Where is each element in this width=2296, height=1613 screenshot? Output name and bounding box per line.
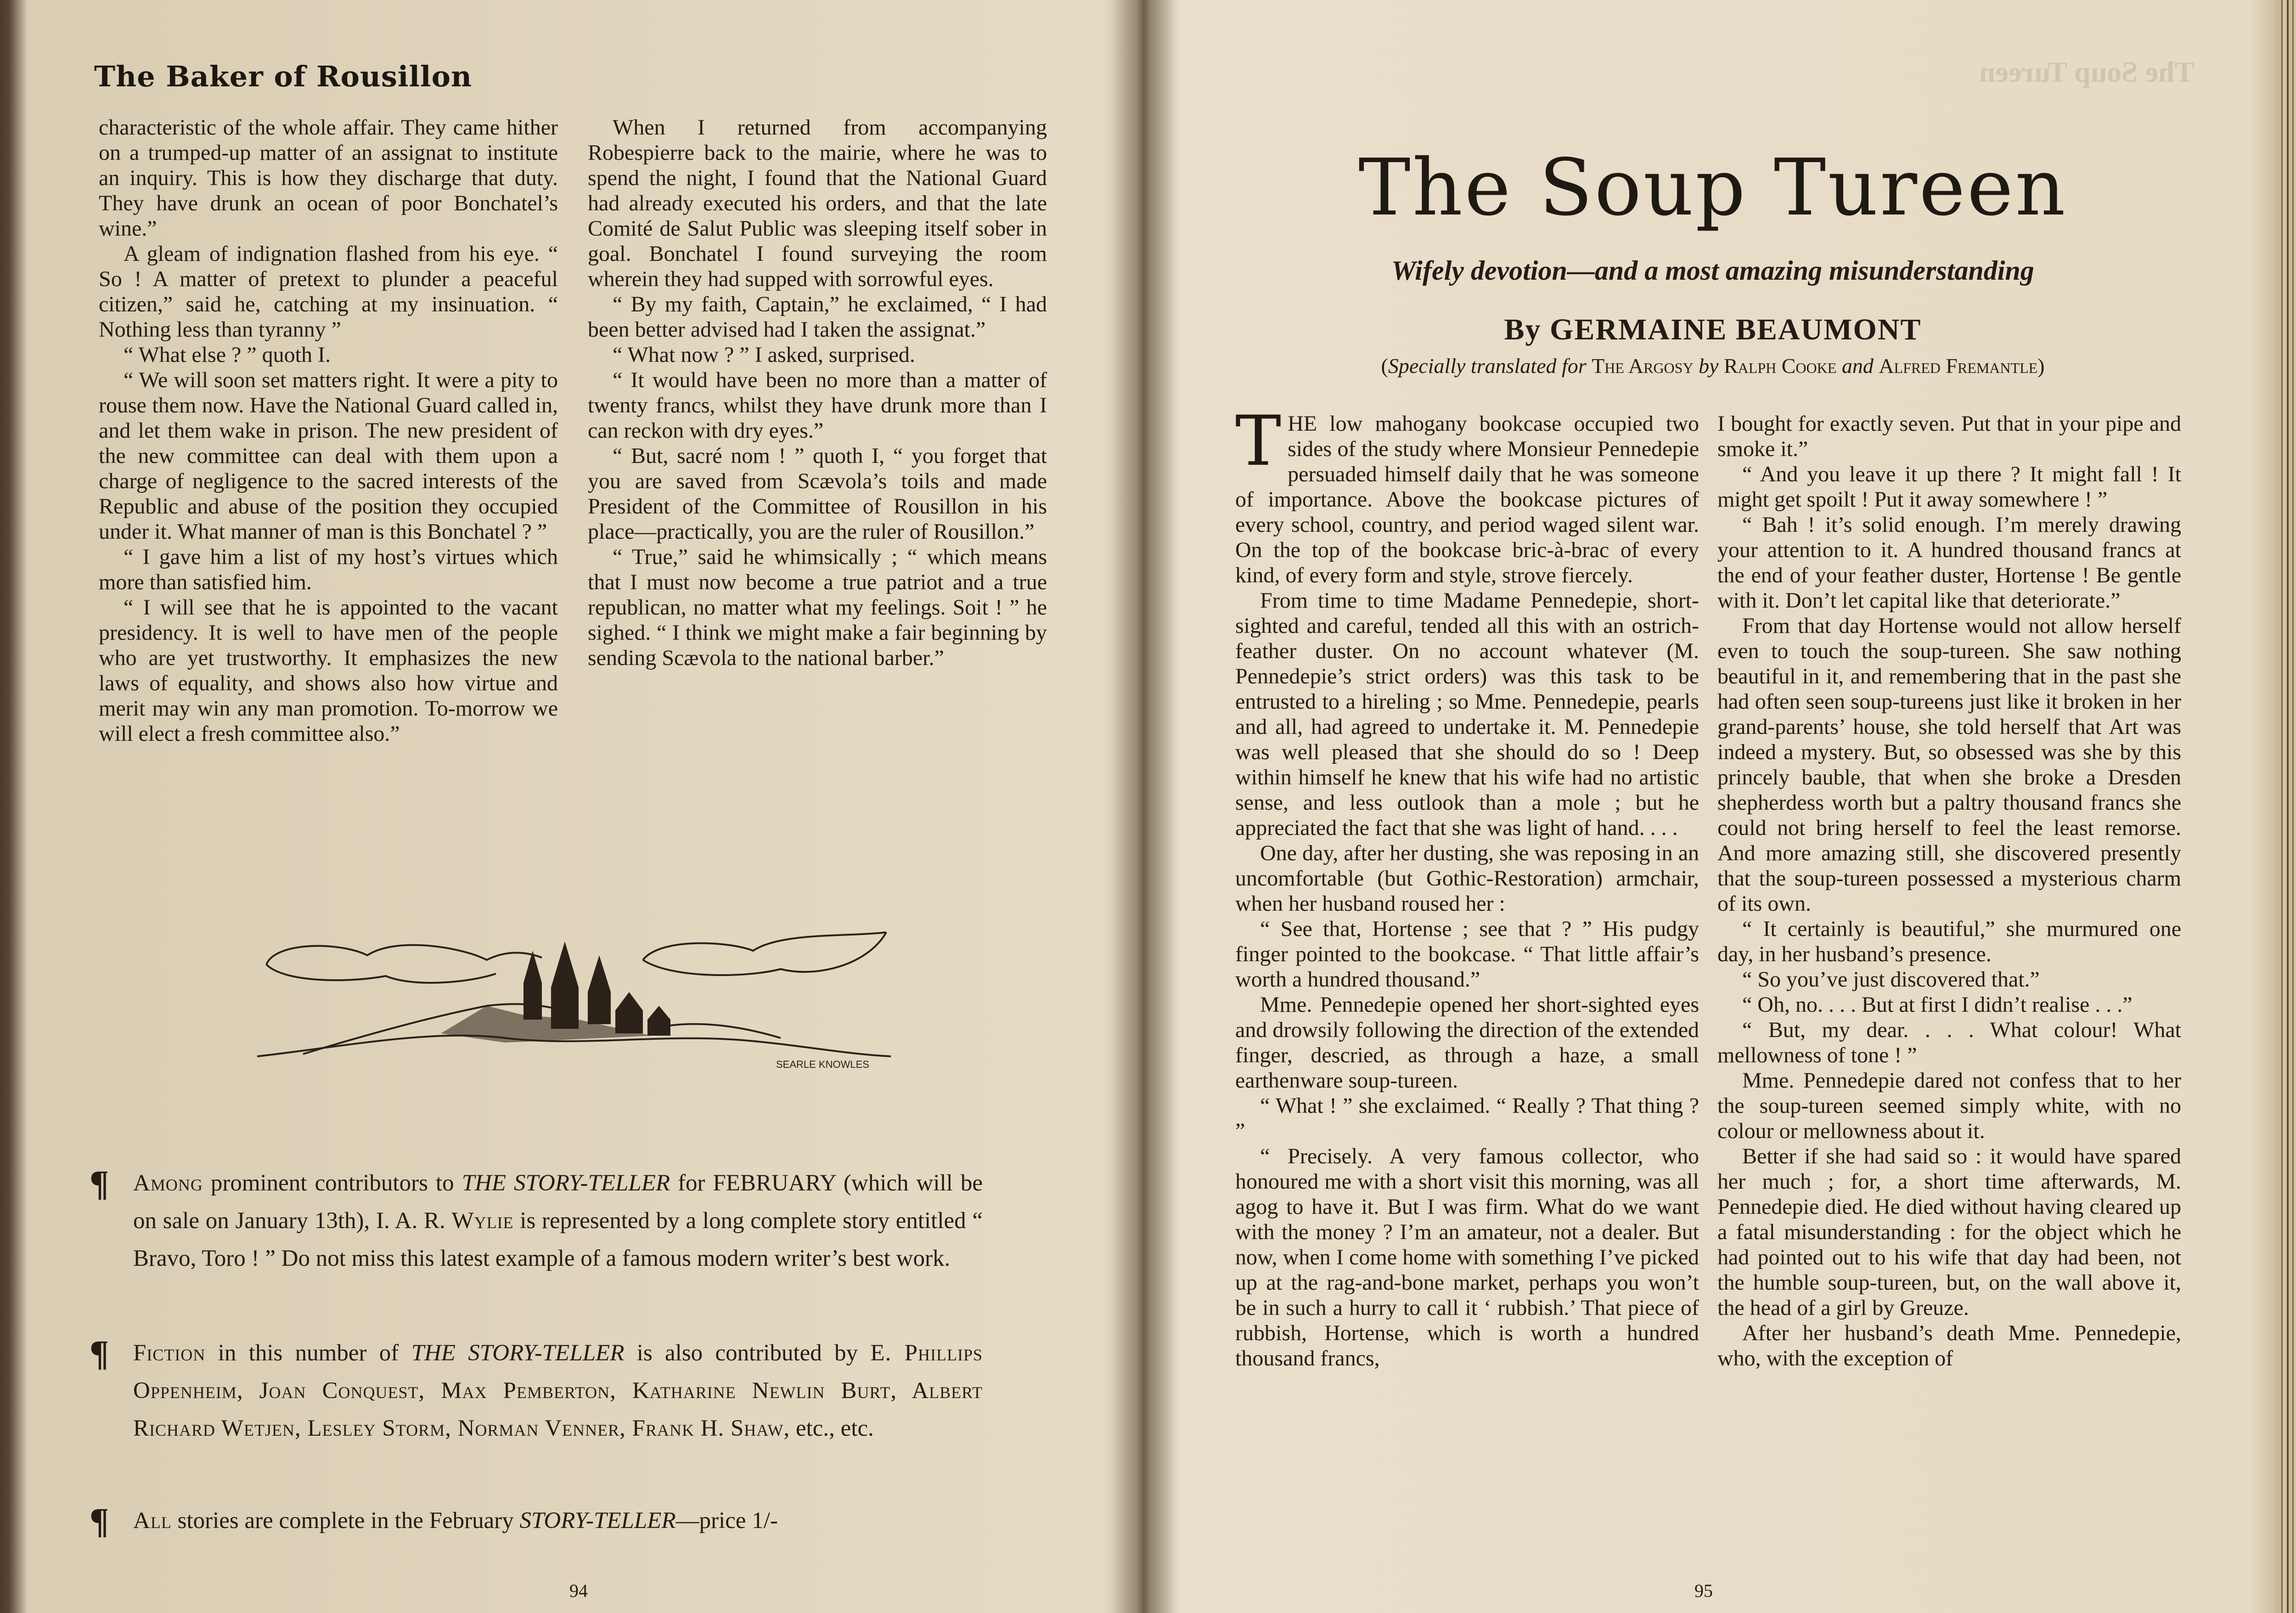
- notice-text: etc., etc.: [790, 1416, 874, 1441]
- page-number: 95: [1694, 1580, 1713, 1601]
- paragraph: “ And you leave it up there ? It might fall ! It might get spoilt ! Put it away somewhere ! ”: [1717, 462, 2181, 512]
- running-head: The Baker of Rousillon: [94, 60, 473, 93]
- notice-text: stories are complete in the February: [171, 1508, 520, 1534]
- notice-text: prominent contributors to: [203, 1170, 462, 1196]
- paren: ): [2037, 354, 2045, 378]
- paragraph: “ It certainly is beautiful,” she murmured one day, in her husband’s presence.: [1717, 917, 2181, 966]
- left-column-1: [99, 115, 558, 746]
- paragraph: When I returned from accompanying Robespierre back to the mairie, where he was to spend the night, I found that the National Guard had already executed his orders, and that the late Comité de Salut Public was sleeping itself sober in goal. Bonchatel I found surveying the room wherein they had supped with sorrowful eyes.: [588, 115, 1047, 291]
- paragraph-mark-icon: ¶: [90, 1333, 109, 1373]
- credit-text: by: [1699, 354, 1719, 378]
- paragraph: “ True,” said he whimsically ; “ which means that I must now become a true patriot and a true republican, no matter what my feelings. Soit ! ” he sighed. “ I think we might make a fair beginning by sending Scævola to the national barber.”: [588, 545, 1047, 670]
- notice: [90, 1163, 983, 1277]
- town-on-hill-drawing: [248, 923, 900, 1075]
- magazine-name: THE STORY-TELLER: [411, 1340, 625, 1366]
- translation-credit: [1143, 354, 2282, 378]
- translator-name: Alfred Fremantle: [1879, 354, 2038, 378]
- left-column-2: [588, 115, 1047, 671]
- paragraph: “ But, my dear. . . . What colour! What mellowness of tone ! ”: [1717, 1018, 2181, 1067]
- right-page: [1143, 0, 2282, 1613]
- notice-text: in this number of: [205, 1340, 411, 1366]
- paragraph: “ We will soon set matters right. It were a pity to rouse them now. Have the National Guard called in, and let them wake in prison. The new president of the new committee can deal with them upon a charge of negligence to the sacred interests of the Republic and abuse of the position they occupied under it. What manner of man is this Bonchatel ? ”: [99, 368, 558, 544]
- left-page: [0, 0, 1143, 1613]
- paragraph: “ I gave him a list of my host’s virtues which more than satisfied him.: [99, 545, 558, 594]
- notice-lead: Among: [133, 1170, 203, 1196]
- right-column-2: [1717, 411, 2181, 1371]
- paragraph: After her husband’s death Mme. Pennedepie, who, with the exception of: [1717, 1321, 2181, 1370]
- page-number: 94: [569, 1580, 588, 1601]
- credit-text: Specially translated for: [1388, 354, 1587, 378]
- paragraph-mark-icon: ¶: [90, 1163, 109, 1203]
- paragraph: “ Precisely. A very famous collector, who honoured me with a short visit this morning, was all agog to have it. But I was firm. What do we want with the money ? I’m an amateur, not a dealer. But now, when I come home with something I’ve picked up at the rag-and-bone market, perhaps you won’t be in such a hurry to call it ‘ rubbish.’ That piece of rubbish, Hortense, which is worth a hundred thousand francs,: [1235, 1144, 1699, 1370]
- paragraph: “ It would have been no more than a matter of twenty francs, whilst they have drunk more than I can reckon with dry eyes.”: [588, 368, 1047, 443]
- paragraph: Mme. Pennedepie opened her short-sighted eyes and drowsily following the direction of the extended finger, descried, as through a haze, a small earthenware soup-tureen.: [1235, 993, 1699, 1093]
- notice-lead: Fiction: [133, 1340, 206, 1366]
- paragraph: Better if she had said so : it would have spared her much ; for, a short time afterwards, M. Pennedepie died. He died without having cleared up a fatal misunderstanding : for the object which he had pointed out to his wife that day had been, not the humble soup-tureen, but, on the wall above it, the head of a girl by Greuze.: [1717, 1144, 2181, 1320]
- byline: By GERMAINE BEAUMONT: [1504, 313, 1922, 346]
- page-edges: [2278, 0, 2296, 1613]
- paragraph: characteristic of the whole affair. They came hither on a trumped-up matter of an assignat to institute an inquiry. This is how they discharge that duty. They have drunk an ocean of poor Bonchatel’s wine.”: [99, 115, 558, 241]
- paragraph: “ What ! ” she exclaimed. “ Really ? That thing ? ”: [1235, 1094, 1699, 1143]
- paragraph-text: HE low mahogany bookcase occupied two sides of the study where Monsieur Pennedepie persuaded himself daily that he was someone of importance. Above the bookcase pictures of every school, country, and period waged silent war. On the top of the bookcase bric-à-brac of every kind, of every form and style, strove fiercely.: [1235, 412, 1699, 587]
- paragraph: “ But, sacré nom ! ” quoth I, “ you forget that you are saved from Scævola’s toils and made President of the Committee of Rousillon in his place—practically, you are the ruler of Rousillon.”: [588, 444, 1047, 544]
- notice-text: —price 1/-: [675, 1508, 778, 1534]
- author-list: E. Phillips Oppenheim, Joan Conquest, Max Pemberton, Katharine Newlin Burt, Albert Richard Wetjen, Lesley Storm, Norman Venner, Frank H. Shaw,: [133, 1340, 983, 1441]
- story-subtitle: Wifely devotion—and a most amazing misunderstanding: [1391, 255, 2034, 286]
- paragraph: From time to time Madame Pennedepie, short-sighted and careful, tended all this with an ostrich-feather duster. On no account whatever (M. Pennedepie’s strict orders) was this task to be entrusted to a hireling ; so Mme. Pennedepie, pearls and all, had agreed to undertake it. M. Pennedepie was well pleased that she should do so ! Deep within himself he knew that his wife had no artistic sense, and less outlook than a mole ; but he appreciated the fact that she was light of hand. . . .: [1235, 588, 1699, 840]
- notice-text: for FEBRUARY (which will be on sale on January 13th), I. A. R.: [133, 1170, 983, 1234]
- author-name: Wylie: [451, 1208, 514, 1234]
- paragraph: “ Bah ! it’s solid enough. I’m merely drawing your attention to it. A hundred thousand francs at the end of your feather duster, Hortense ! Be gentle with it. Don’t let capital like that deteriorate.”: [1717, 513, 2181, 613]
- magazine-name: THE STORY-TELLER: [461, 1170, 670, 1196]
- credit-text: and: [1841, 354, 1874, 378]
- story-title: The Soup Tureen: [1358, 142, 2067, 233]
- magazine-name: STORY-TELLER: [519, 1508, 676, 1534]
- paragraph: From that day Hortense would not allow herself even to touch the soup-tureen. She saw nothing beautiful in it, and remembering that in the past she had often seen soup-tureens just like it broken in her grand-parents’ house, she told herself that Art was indeed a mystery. But, so obsessed was she by this princely bauble, that when she broke a Dresden shepherdess worth but a paltry thousand francs she could not bring herself to feel the least remorse. And more amazing still, she discovered presently that the soup-tureen possessed a mysterious charm of its own.: [1717, 614, 2181, 916]
- opening-paragraph: [1235, 401, 1699, 588]
- paragraph: “ See that, Hortense ; see that ? ” His pudgy finger pointed to the bookcase. “ That little affair’s worth a hundred thousand.”: [1235, 917, 1699, 992]
- notice: [90, 1333, 983, 1447]
- show-through-text: The Soup Tureen: [1979, 56, 2195, 88]
- paragraph: “ Oh, no. . . . But at first I didn’t realise . . .”: [1742, 993, 2133, 1017]
- paragraph: A gleam of indignation flashed from his eye. “ So ! A matter of pretext to plunder a peaceful citizen,” said he, catching at my insinuation. “ Nothing less than tyranny ”: [99, 242, 558, 342]
- magazine-name: The Argosy: [1592, 354, 1694, 378]
- paragraph: “ So you’ve just discovered that.”: [1742, 967, 2040, 992]
- paragraph: “ I will see that he is appointed to the vacant presidency. It is well to have men of the people who are yet trustworthy. It emphasizes the new laws of equality, and shows also how virtue and merit may win any man promotion. To-morrow we will elect a fresh committee also.”: [99, 595, 558, 746]
- paragraph: “ What now ? ” I asked, surprised.: [613, 343, 915, 367]
- right-column-1: [1235, 401, 1699, 1371]
- paragraph: Mme. Pennedepie dared not confess that to her the soup-tureen seemed simply white, with no colour or mellowness about it.: [1717, 1068, 2181, 1143]
- notice-text: is represented by a long complete story entitled “ Bravo, Toro ! ” Do not miss this latest example of a famous modern writer’s best work.: [133, 1208, 983, 1271]
- illustration-signature: SEARLE KNOWLES: [776, 1059, 869, 1070]
- paragraph: I bought for exactly seven. Put that in your pipe and smoke it.”: [1717, 412, 2181, 461]
- notice-lead: All: [133, 1508, 172, 1534]
- paragraph: “ What else ? ” quoth I.: [124, 343, 331, 367]
- paren: (: [1381, 354, 1388, 378]
- paragraph-mark-icon: ¶: [90, 1500, 109, 1540]
- paragraph: “ By my faith, Captain,” he exclaimed, “ I had been better advised had I taken the assignat.”: [588, 292, 1047, 342]
- translator-name: Ralph Cooke: [1724, 354, 1837, 378]
- drop-cap: T: [1235, 401, 1282, 481]
- notice-text: is also contributed by: [624, 1340, 871, 1366]
- paragraph: One day, after her dusting, she was reposing in an uncomfortable (but Gothic-Restoration) armchair, when her husband roused her :: [1235, 841, 1699, 916]
- notice: [90, 1500, 983, 1540]
